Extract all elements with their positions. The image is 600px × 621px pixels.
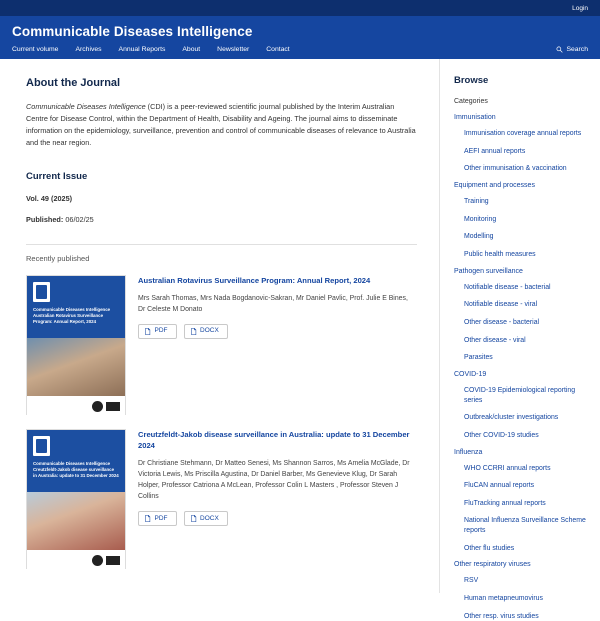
sidebar-item-monitoring[interactable]: Monitoring — [464, 215, 497, 223]
pdf-download-button[interactable] — [138, 324, 177, 339]
sidebar-item-rsv[interactable]: RSV — [464, 577, 479, 585]
sidebar-item-flucan-annual-reports[interactable]: FluCAN annual reports — [464, 482, 535, 490]
issue-published — [26, 215, 417, 224]
sidebar-item-immunisation-coverage-annual-reports[interactable]: Immunisation coverage annual reports — [464, 130, 582, 137]
article-authors: Dr Christiane Stehmann, Dr Matteo Senesi, Ms Shannon Sarros, Ms Amelia McGlade, Dr Victoria Lewis, Ms Priscilla Agustina, Dr Daniel Barber, Ms Genevieve Klug, Dr Sarah Holper, Professor Catriona A McLean, Professor Colin L Masters , Professor Steven J Collins — [138, 460, 410, 501]
cover-emblem-icon — [92, 555, 103, 566]
site-title: Communicable Diseases Intelligence — [12, 24, 253, 39]
sidebar-item-other-immunisation-vaccination[interactable]: Other immunisation & vaccination — [464, 165, 567, 173]
article-title-link[interactable]: Creutzfeldt-Jakob disease surveillance in Australia: update to 31 December 2024 — [138, 430, 410, 451]
pdf-icon — [145, 515, 151, 522]
sidebar — [440, 59, 600, 620]
docx-icon — [191, 515, 197, 522]
search-icon — [556, 46, 563, 53]
login-link[interactable]: Login — [572, 4, 588, 12]
cover-footer — [27, 396, 125, 416]
article-download-buttons — [138, 511, 417, 526]
about-paragraph — [26, 101, 417, 149]
categories-heading: Categories — [454, 98, 488, 105]
docx-download-button[interactable] — [184, 511, 228, 526]
article-cover-image[interactable] — [26, 429, 126, 569]
issue-volume-text: Vol. 49 (2025) — [26, 194, 73, 204]
pdf-button-label: PDF — [154, 327, 168, 335]
article-title-link[interactable]: Australian Rotavirus Surveillance Program: Annual Report, 2024 — [138, 276, 371, 286]
nav-item-archives[interactable]: Archives — [75, 46, 102, 53]
search-button[interactable] — [556, 46, 588, 53]
cover-logo — [33, 436, 50, 456]
docx-download-button[interactable] — [184, 324, 228, 339]
nav-item-annual-reports[interactable]: Annual Reports — [118, 46, 166, 53]
sidebar-category-pathogen-surveillance[interactable]: Pathogen surveillance — [454, 267, 523, 275]
journal-name-italic: Communicable Diseases Intelligence — [26, 102, 146, 111]
sidebar-category-covid-19[interactable]: COVID-19 — [454, 370, 487, 378]
cover-photo — [27, 338, 125, 396]
recently-published-heading: Recently published — [26, 254, 90, 264]
article-authors: Mrs Sarah Thomas, Mrs Nada Bogdanovic-Sakran, Mr Daniel Pavlic, Prof. Julie E Bines, Dr Celeste M Donato — [138, 295, 408, 314]
sidebar-item-modelling[interactable]: Modelling — [464, 233, 494, 241]
browse-heading: Browse — [454, 75, 489, 86]
site-header — [0, 16, 600, 59]
sidebar-category-other-respiratory-viruses[interactable]: Other respiratory viruses — [454, 561, 531, 569]
cover-emblem-icon — [92, 401, 103, 412]
nav-item-newsletter[interactable]: Newsletter — [217, 46, 250, 53]
sidebar-item-outbreak-cluster-investigations[interactable]: Outbreak/cluster investigations — [464, 414, 559, 422]
docx-button-label: DOCX — [200, 514, 219, 522]
published-label: Published: — [26, 215, 64, 225]
nav-item-contact[interactable]: Contact — [266, 46, 290, 53]
sidebar-item-training[interactable]: Training — [464, 197, 489, 205]
sidebar-item-aefi-annual-reports[interactable]: AEFI annual reports — [464, 147, 526, 155]
sidebar-item-public-health-measures[interactable]: Public health measures — [464, 250, 536, 258]
cover-logo — [33, 282, 50, 302]
sidebar-item-other-disease-bacterial[interactable]: Other disease - bacterial — [464, 318, 540, 326]
sidebar-item-who-ccrri-annual-reports[interactable]: WHO CCRRI annual reports — [464, 464, 551, 472]
sidebar-category-influenza[interactable]: Influenza — [454, 448, 483, 456]
sidebar-item-other-flu-studies[interactable]: Other flu studies — [464, 544, 515, 552]
cover-photo — [27, 492, 125, 550]
sidebar-item-other-resp-virus-studies[interactable]: Other resp. virus studies — [464, 612, 539, 620]
sidebar-item-notifiable-disease-viral[interactable]: Notifiable disease - viral — [464, 301, 538, 309]
cover-title: Communicable Diseases Intelligence Australian Rotavirus Surveillance Program: Annual Report, 2024 — [33, 307, 111, 324]
docx-button-label: DOCX — [200, 327, 219, 335]
cover-logo-mark-icon — [106, 556, 120, 565]
pdf-icon — [145, 328, 151, 335]
current-issue-heading: Current Issue — [26, 171, 88, 183]
nav-item-about[interactable]: About — [182, 46, 201, 53]
article-download-buttons — [138, 324, 417, 339]
sidebar-item-national-influenza-surveillance-scheme-reports[interactable]: National Influenza Surveillance Scheme reports — [464, 517, 586, 535]
top-utility-bar — [0, 0, 600, 16]
sidebar-item-other-covid-19-studies[interactable]: Other COVID-19 studies — [464, 431, 539, 439]
about-paragraph-text: (CDI) is a peer-reviewed scientific journal published by the Interim Australian Centre for Disease Control, within the Department of Health, Disability and Ageing. The journal aims to disseminate information on the epidemiology, surveillance, prevention and control of communicable diseases of relevance to Australia and the near region. — [26, 102, 416, 148]
content-divider — [26, 244, 417, 245]
sidebar-category-immunisation[interactable]: Immunisation — [454, 114, 496, 121]
published-date: 06/02/25 — [65, 215, 94, 225]
article-item — [26, 275, 417, 415]
sidebar-item-human-metapneumovirus[interactable]: Human metapneumovirus — [464, 595, 543, 603]
sidebar-item-other-disease-viral[interactable]: Other disease - viral — [464, 336, 526, 344]
article-item — [26, 429, 417, 569]
cover-logo-mark-icon — [106, 402, 120, 411]
pdf-button-label: PDF — [154, 514, 168, 522]
sidebar-category-equipment-and-processes[interactable]: Equipment and processes — [454, 181, 535, 189]
about-heading: About the Journal — [26, 77, 121, 89]
sidebar-item-flutracking-annual-reports[interactable]: FluTracking annual reports — [464, 499, 546, 507]
primary-navigation — [12, 46, 290, 53]
docx-icon — [191, 328, 197, 335]
main-content — [0, 59, 440, 593]
cover-footer — [27, 550, 125, 570]
sidebar-item-notifiable-disease-bacterial[interactable]: Notifiable disease - bacterial — [464, 283, 551, 291]
sidebar-item-parasites[interactable]: Parasites — [464, 354, 493, 362]
pdf-download-button[interactable] — [138, 511, 177, 526]
search-label: Search — [566, 46, 588, 53]
article-cover-image[interactable] — [26, 275, 126, 415]
cover-title: Communicable Diseases Intelligence Creutzfeldt-Jakob disease surveillance in Australia: update to 31 December 2024 — [33, 461, 119, 478]
issue-volume — [26, 194, 417, 203]
sidebar-item-covid-19-epidemiological-reporting-series[interactable]: COVID-19 Epidemiological reporting series — [464, 386, 576, 404]
nav-item-current-volume[interactable]: Current volume — [12, 46, 59, 53]
